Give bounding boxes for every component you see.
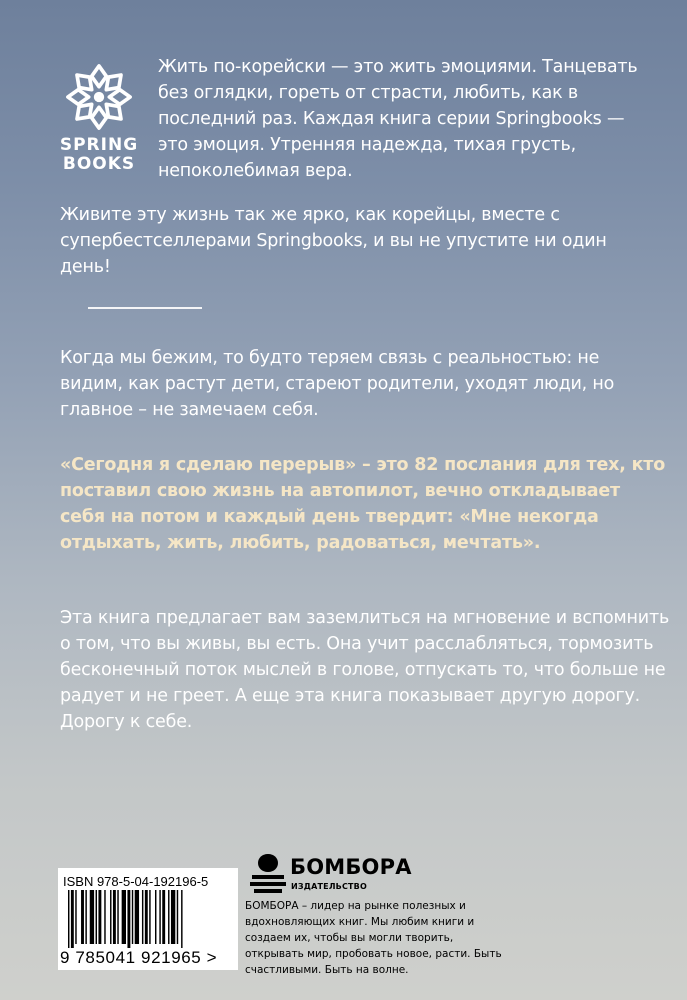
barcode-bar	[149, 890, 150, 944]
barcode-bar	[162, 890, 165, 944]
barcode-bar	[171, 890, 175, 944]
barcode-bar	[155, 890, 156, 944]
logo-line-books: BOOKS	[62, 154, 136, 174]
barcode-bar	[135, 890, 139, 944]
barcode-bar	[181, 890, 182, 948]
isbn-text: ISBN 978-5-04-192196-5	[63, 874, 209, 889]
barcode-bar	[145, 890, 148, 944]
barcode-bar	[75, 890, 76, 944]
divider-line	[88, 307, 202, 309]
barcode-bar	[104, 890, 105, 944]
barcode-bar	[177, 890, 178, 944]
series-intro-paragraph: Жить по-корейски — это жить эмоциями. Танцевать без оглядки, гореть от страсти, любить, как в последний раз. Каждая книга серии Springbooks — это эмоция. Утренняя надежда, тихая грусть, непоколебимая вера.	[158, 57, 638, 181]
barcode-bar	[71, 890, 74, 948]
flower-icon	[62, 60, 136, 134]
barcode-bars	[68, 890, 230, 948]
barcode-bar	[168, 890, 169, 944]
springbooks-logo	[58, 60, 140, 180]
barcode-bar	[113, 890, 116, 944]
barcode-bar	[127, 890, 130, 948]
publisher-logo	[248, 852, 418, 900]
barcode-bar	[96, 890, 97, 944]
publisher-name: БОМБОРА	[290, 855, 412, 879]
publisher-description: БОМБОРА – лидер на рынке полезных и вдохновляющих книг. Мы любим книги и создаем их, чтобы вы могли творить, открывать мир, пробовать новое, расти. Быть счастливыми. Быть на волне.	[245, 900, 502, 976]
barcode-bar	[132, 890, 133, 944]
logo-text	[60, 136, 138, 174]
barcode-bar	[90, 890, 94, 944]
series-call-paragraph: Живите эту жизнь так же ярко, как корейцы, вместе с супербестселлерами Springbooks, и вы не упустите ни один день!	[60, 205, 607, 277]
wave-icon	[248, 852, 288, 898]
reality-paragraph: Когда мы бежим, то будто теряем связь с реальностью: не видим, как растут дети, стареют родители, уходят люди, но главное – не замечаем себя.	[60, 348, 615, 420]
highlight-paragraph: «Сегодня я сделаю перерыв» – это 82 послания для тех, кто поставил свою жизнь на автопилот, вечно откладывает себя на потом и каждый день твердит: «Мне некогда отдыхать, жить, любить, радоваться, мечтать».	[60, 455, 666, 553]
barcode-box	[58, 868, 238, 970]
about-paragraph: Эта книга предлагает вам заземлиться на мгновение и вспомнить о том, что вы живы, вы есть. Она учит расслабляться, тормозить бесконечный поток мыслей в голове, отпускать то, что больше не радует и не греет. А еще эта книга показывает другую дорогу. Дорогу к себе.	[60, 608, 670, 732]
publisher-subtitle: ИЗДАТЕЛЬСТВО	[291, 882, 367, 891]
barcode-bar	[159, 890, 160, 944]
barcode-bar	[81, 890, 84, 944]
barcode-bar	[122, 890, 126, 944]
barcode-bar	[117, 890, 118, 944]
barcode-bar	[142, 890, 143, 944]
barcode-bar	[68, 890, 69, 948]
barcode-digits: 9 785041 921965 >	[60, 948, 218, 967]
barcode-bar	[85, 890, 86, 944]
barcode-bar	[110, 890, 111, 944]
logo-line-spring: SPRING	[59, 135, 139, 155]
barcode-bar	[98, 890, 101, 944]
